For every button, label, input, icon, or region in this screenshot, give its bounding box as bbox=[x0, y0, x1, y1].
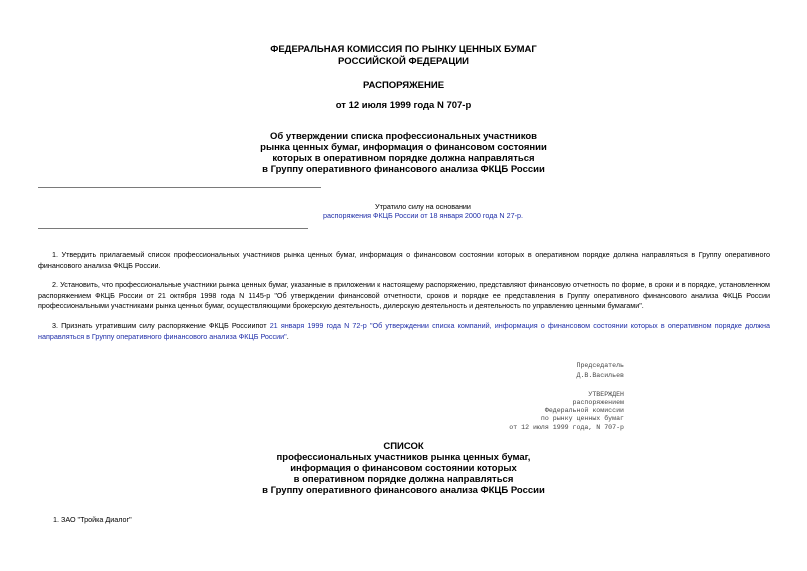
title-line-1: Об утверждении списка профессиональных участников bbox=[270, 131, 537, 142]
status-text: Утратило силу на основании bbox=[375, 202, 471, 211]
org-name-line-2: РОССИЙСКОЙ ФЕДЕРАЦИИ bbox=[337, 56, 469, 67]
title-line-3: которых в оперативном порядке должна направляться bbox=[272, 153, 535, 164]
status-link[interactable]: распоряжения ФКЦБ России от 18 января 2000 года N 27-р. bbox=[323, 211, 523, 220]
document-type: РАСПОРЯЖЕНИЕ bbox=[362, 80, 445, 91]
list-item: 1. ЗАО "Тройка Диалог" bbox=[53, 515, 132, 524]
document-date: от 12 июля 1999 года N 707-р bbox=[335, 100, 472, 111]
paragraph-3 bbox=[38, 321, 770, 342]
paragraph-1 bbox=[38, 250, 770, 271]
list-subtitle-line-4: в Группу оперативного финансового анализа ФКЦБ России bbox=[262, 485, 545, 496]
paragraph-2 bbox=[38, 280, 770, 312]
approval-line-5: от 12 июля 1999 года, N 707-р bbox=[509, 424, 624, 431]
signature-name: Д.В.Васильев bbox=[576, 372, 624, 379]
paragraph-1-text: 1. Утвердить прилагаемый список профессиональных участников рынка ценных бумаг, информация о финансовом состоянии которых в оперативном порядке должна направляться в Группу оперативного финансового анализа ФКЦБ России. bbox=[38, 250, 770, 270]
org-name-line-1: ФЕДЕРАЛЬНАЯ КОМИССИЯ ПО РЫНКУ ЦЕННЫХ БУМАГ bbox=[270, 44, 537, 55]
list-title: СПИСОК bbox=[383, 441, 424, 452]
approval-line-4: по рынку ценных бумаг bbox=[540, 415, 624, 422]
separator-bottom bbox=[38, 228, 308, 229]
title-line-4: в Группу оперативного финансового анализа ФКЦБ России bbox=[262, 164, 545, 175]
separator-top bbox=[38, 187, 321, 188]
paragraph-3-suffix: . bbox=[286, 331, 289, 341]
approval-line-3: Федеральной комиссии bbox=[544, 407, 624, 414]
approval-line-2: распоряжением bbox=[572, 399, 624, 406]
paragraph-3-link[interactable]: 21 января 1999 года N 72-р "Об утверждении списка компаний, информация о финансовом состоянии которых в оперативном порядке должна направляться в Группу оперативного финансового анализа ФКЦБ России" bbox=[38, 321, 771, 341]
approval-line-1: УТВЕРЖДЕН bbox=[588, 391, 624, 398]
list-subtitle-line-2: информация о финансовом состоянии которых bbox=[290, 463, 517, 474]
list-subtitle-line-3: в оперативном порядке должна направляться bbox=[293, 474, 514, 485]
title-line-2: рынка ценных бумаг, информация о финансовом состоянии bbox=[260, 142, 547, 153]
signature-role: Председатель bbox=[576, 362, 624, 369]
paragraph-3-text: 3. Признать утратившим силу распоряжение ФКЦБ Россиипот bbox=[52, 321, 270, 330]
list-subtitle-line-1: профессиональных участников рынка ценных бумаг, bbox=[276, 452, 531, 463]
paragraph-2-text: 2. Установить, что профессиональные участники рынка ценных бумаг, указанные в приложении к настоящему распоряжению, представляют финансовую отчетность по форме, в сроки и в порядке, установленном распоряжением ФКЦБ России от 21 октября 1998 года N 1145-р "Об утверждении финансовой отчетности, сроков и порядке ее представления в Группу оперативного финансового анализа ФКЦБ России профессиональными участниками рынка ценных бумаг, осуществляющими брокерскую деятельность, дилерскую деятельность и деятельность по управлению ценными бумагами". bbox=[38, 280, 770, 310]
